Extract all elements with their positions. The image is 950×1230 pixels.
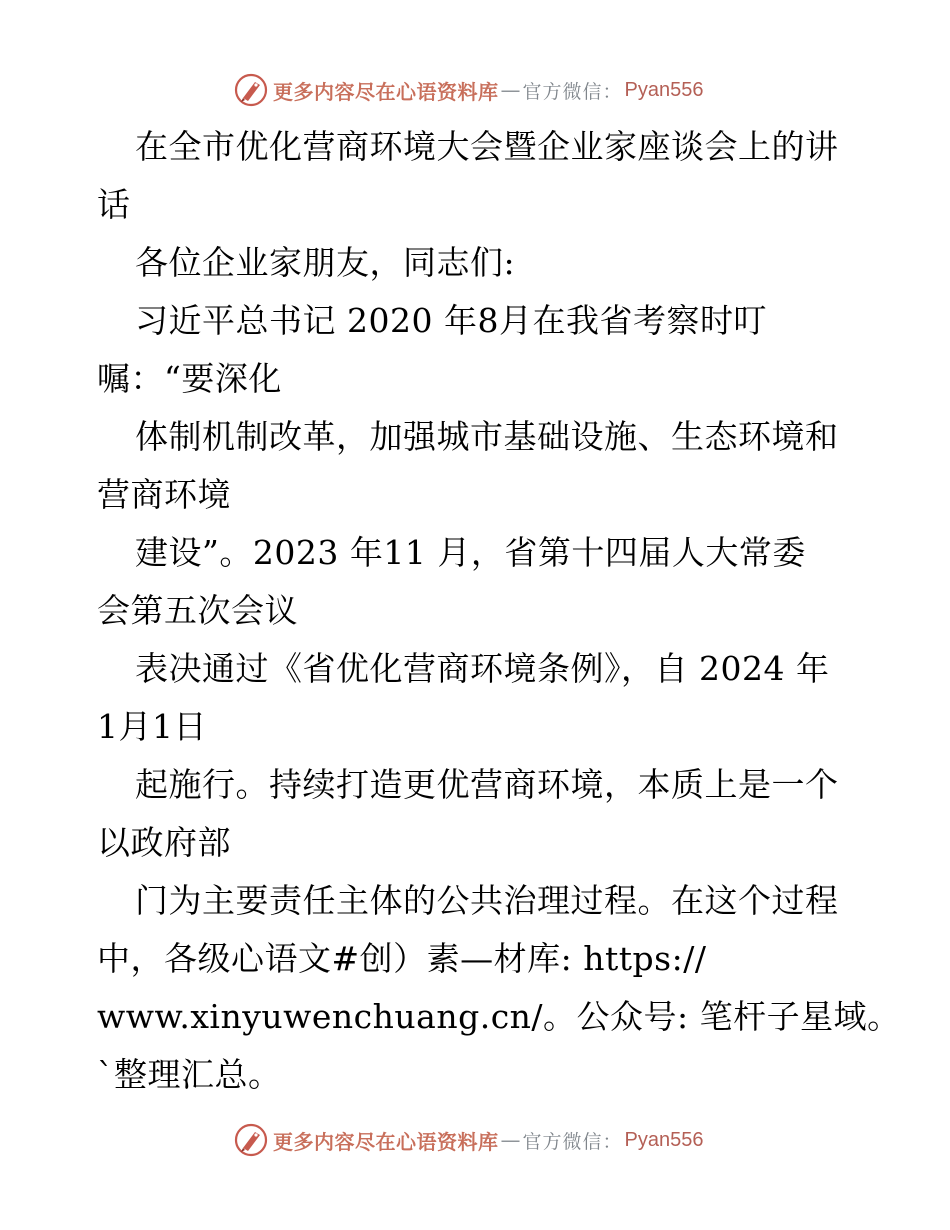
salutation-line: 各位企业家朋友，同志们: [135, 243, 516, 282]
promo-text: 更多内容尽在心语资料库 [273, 1129, 499, 1154]
body-line: 体制机制改革，加强城市基础设施、生态环境和 [135, 417, 839, 456]
body-line: 中，各级心语文#创）素—材库: https:// [97, 939, 707, 978]
body-line: www.xinyuwenchuang.cn/。公众号: 笔杆子星域。 [97, 997, 901, 1036]
body-line: `整理汇总。 [97, 1055, 282, 1094]
body-line: 表决通过《省优化营商环境条例》，自 2024 年 [135, 649, 830, 688]
promo-text: 更多内容尽在心语资料库 [273, 79, 499, 104]
wechat-label: 官方微信： [522, 1130, 623, 1153]
wechat-id: Pyan556 [624, 1128, 704, 1151]
title-line-1: 在全市优化营商环境大会暨企业家座谈会上的讲 [135, 127, 839, 166]
header-banner [233, 70, 703, 110]
title-line-2: 话 [97, 185, 131, 224]
document-body [97, 118, 901, 1104]
pen-nib-logo-icon [233, 1122, 269, 1158]
body-line: 门为主要责任主体的公共治理过程。在这个过程 [135, 881, 839, 920]
wechat-label: 官方微信： [522, 80, 623, 103]
body-line: 营商环境 [97, 475, 231, 514]
body-line: 会第五次会议 [97, 591, 298, 630]
banner-dash: — [500, 78, 521, 102]
body-line: 嘱：“要深化 [97, 359, 282, 398]
body-line: 1月1日 [97, 707, 207, 746]
pen-nib-logo-icon [233, 72, 269, 108]
footer-banner [233, 1120, 703, 1160]
body-line: 起施行。持续打造更优营商环境，本质上是一个 [135, 765, 839, 804]
banner-dash: — [500, 1128, 521, 1152]
body-line: 以政府部 [97, 823, 231, 862]
body-line: 习近平总书记 2020 年8月在我省考察时叮 [135, 301, 767, 340]
wechat-id: Pyan556 [624, 78, 704, 101]
body-line: 建设”。2023 年11 月，省第十四届人大常委 [135, 533, 806, 572]
